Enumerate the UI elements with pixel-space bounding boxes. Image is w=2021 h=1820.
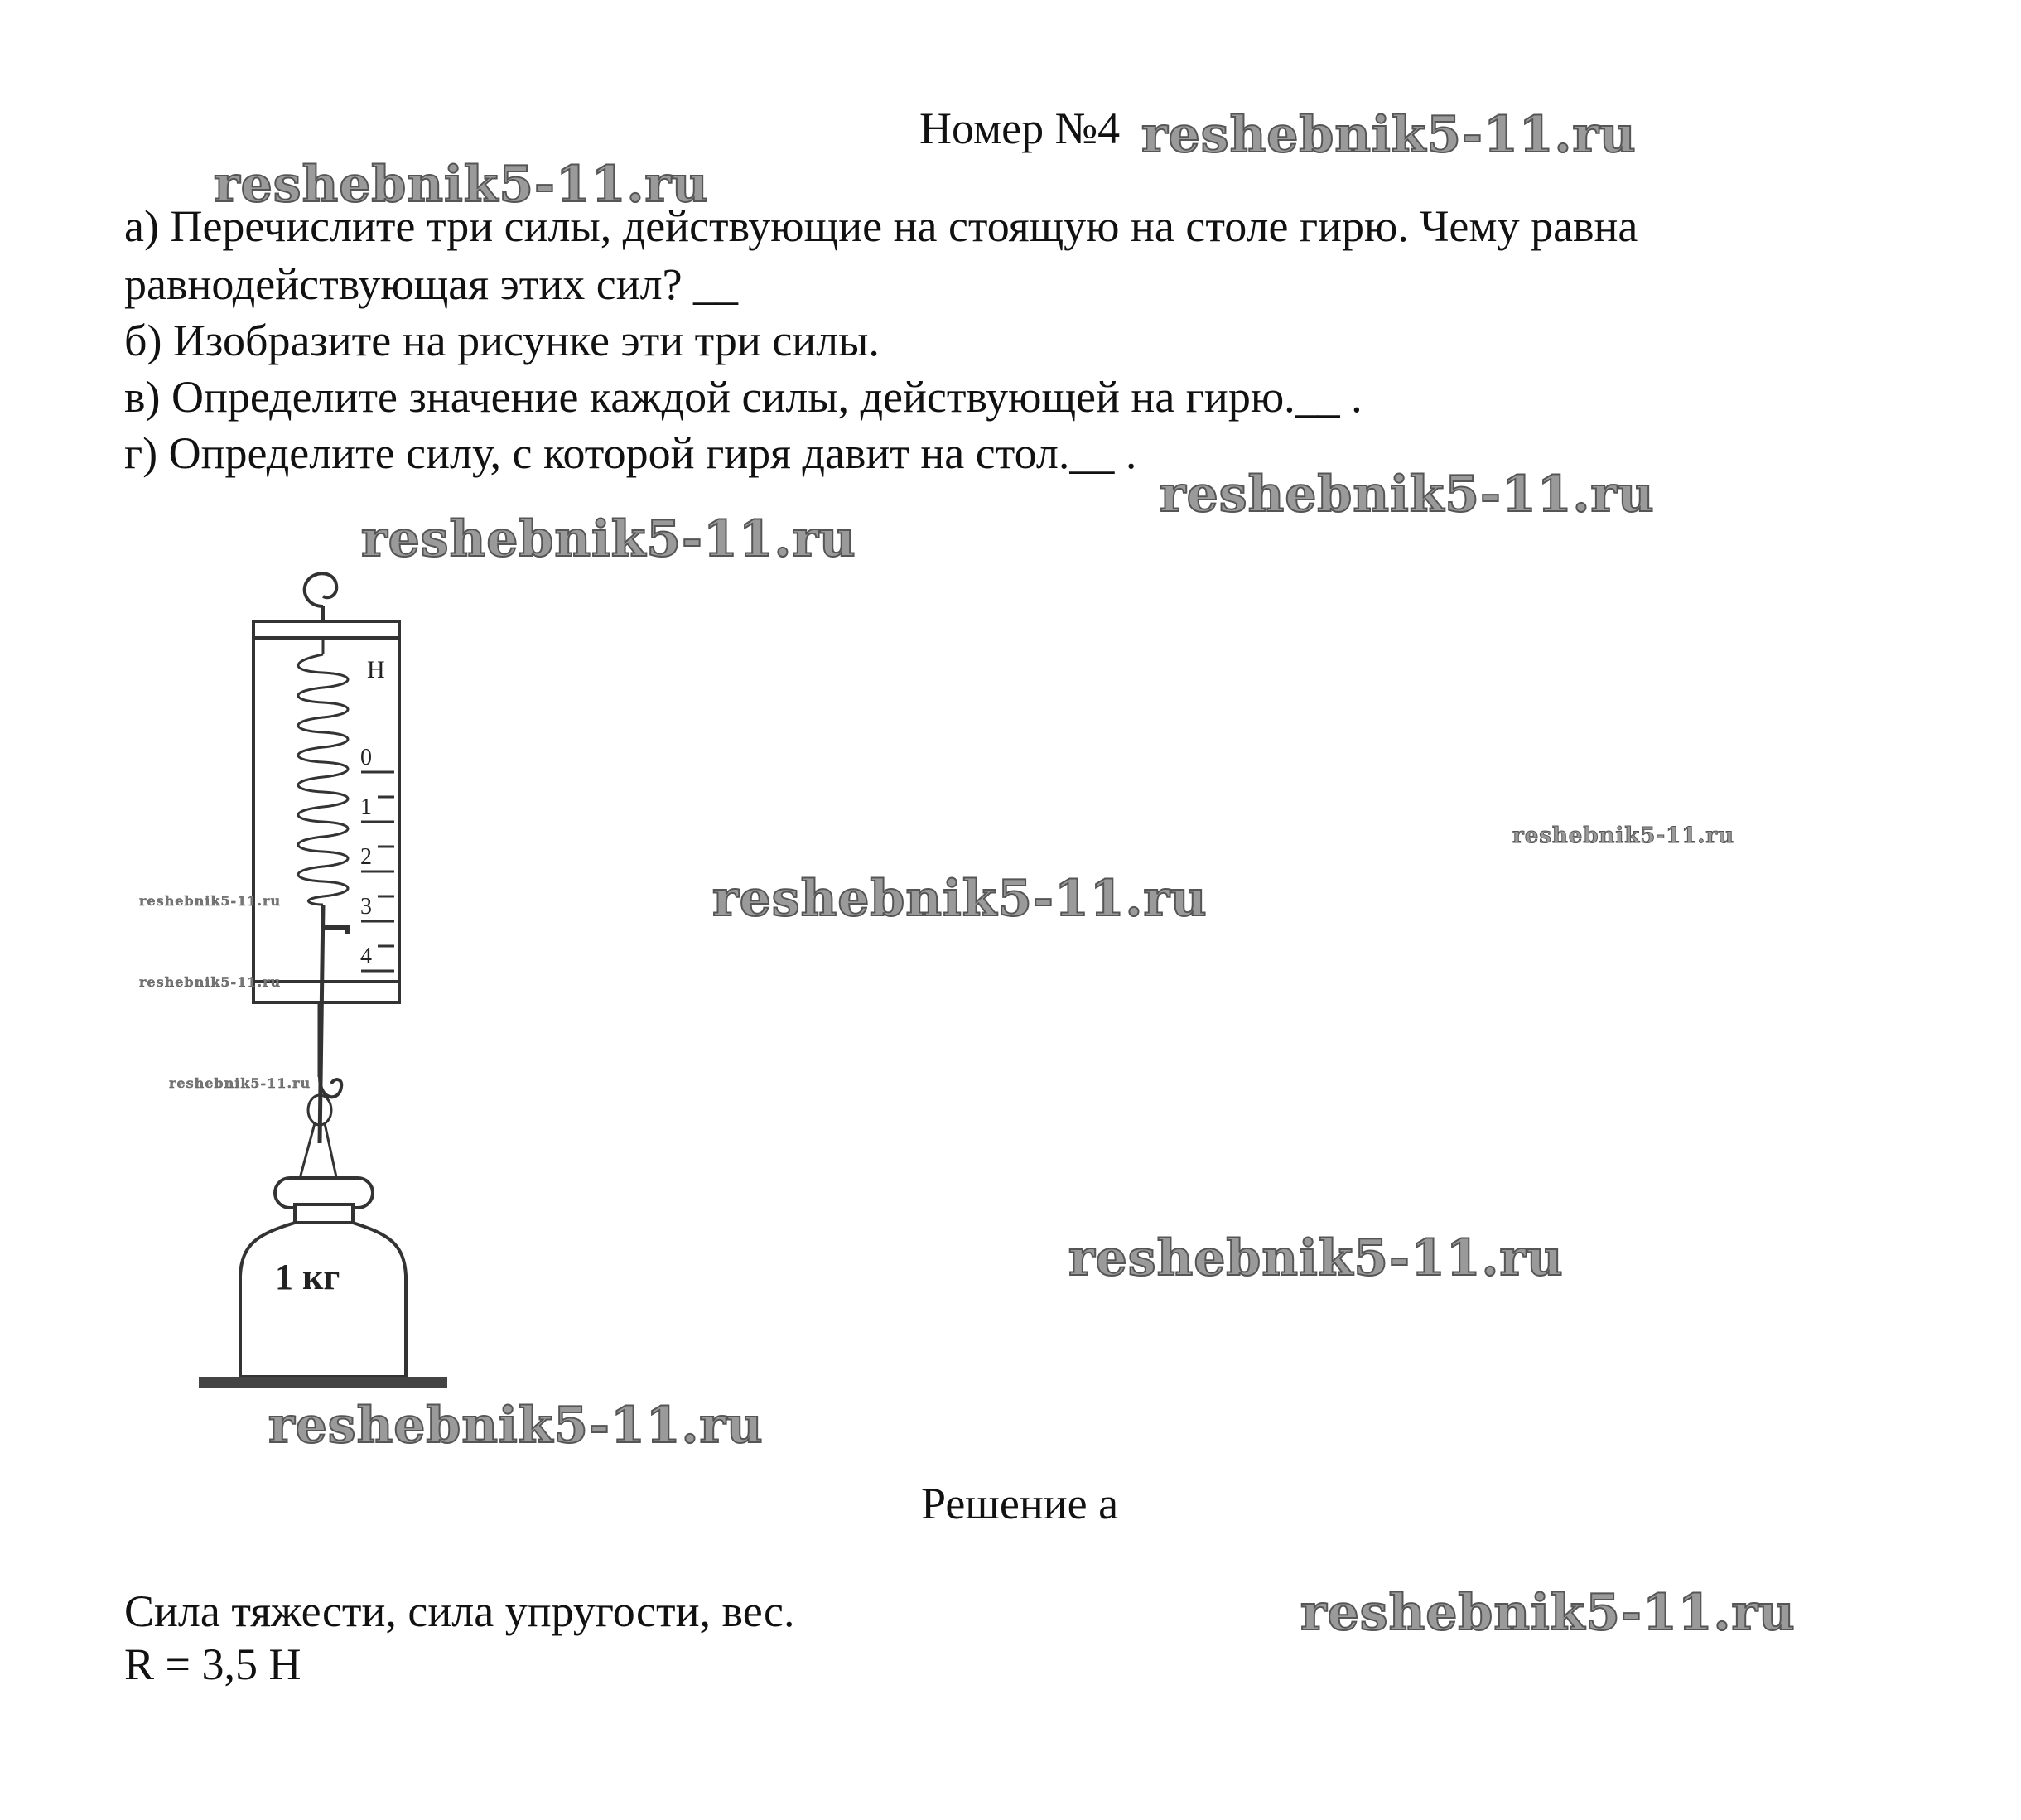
scale-tick-label: 1 [360, 794, 372, 820]
weight-1kg [240, 1178, 406, 1377]
watermark: reshebnik5-11.ru [139, 974, 282, 990]
question-g: г) Определите силу, с которой гиря давит на стол.__ . [124, 428, 1137, 478]
watermark: reshebnik5-11.ru [1512, 823, 1735, 848]
question-a-line2: равнодействующая этих сил? __ [124, 259, 739, 309]
scale-tick-label: 2 [360, 844, 372, 870]
scale-tick-label: 0 [360, 745, 372, 770]
problem-heading: Номер №4 [919, 104, 1121, 153]
watermark: reshebnik5-11.ru [1068, 1229, 1564, 1287]
watermark: reshebnik5-11.ru [1160, 466, 1655, 524]
solution-title: Решение а [921, 1479, 1119, 1528]
answer-line1: Сила тяжести, сила упругости, вес. [124, 1586, 795, 1636]
question-v: в) Определите значение каждой силы, действующей на гирю.__ . [124, 372, 1363, 422]
watermark: reshebnik5-11.ru [712, 870, 1208, 928]
watermark: reshebnik5-11.ru [139, 893, 282, 909]
watermark: reshebnik5-11.ru [1300, 1584, 1796, 1642]
scale-unit-label: Н [367, 656, 385, 683]
top-hook [305, 573, 337, 606]
watermark: reshebnik5-11.ru [1141, 106, 1637, 164]
scale-tick-label: 3 [360, 894, 372, 920]
weight-label: 1 кг [275, 1257, 340, 1297]
question-b: б) Изобразите на рисунке эти три силы. [124, 316, 880, 365]
question-a-line1: а) Перечислите три силы, действующие на стоящую на столе гирю. Чему равна [124, 201, 1638, 251]
bottom-hook [320, 1077, 341, 1097]
table-surface [199, 1377, 447, 1388]
watermark: reshebnik5-11.ru [214, 156, 709, 214]
scale-tick-label: 4 [360, 944, 372, 969]
answer-line2: R = 3,5 Н [124, 1639, 301, 1689]
watermark: reshebnik5-11.ru [268, 1397, 764, 1455]
watermark: reshebnik5-11.ru [361, 510, 856, 568]
watermark: reshebnik5-11.ru [169, 1075, 311, 1091]
